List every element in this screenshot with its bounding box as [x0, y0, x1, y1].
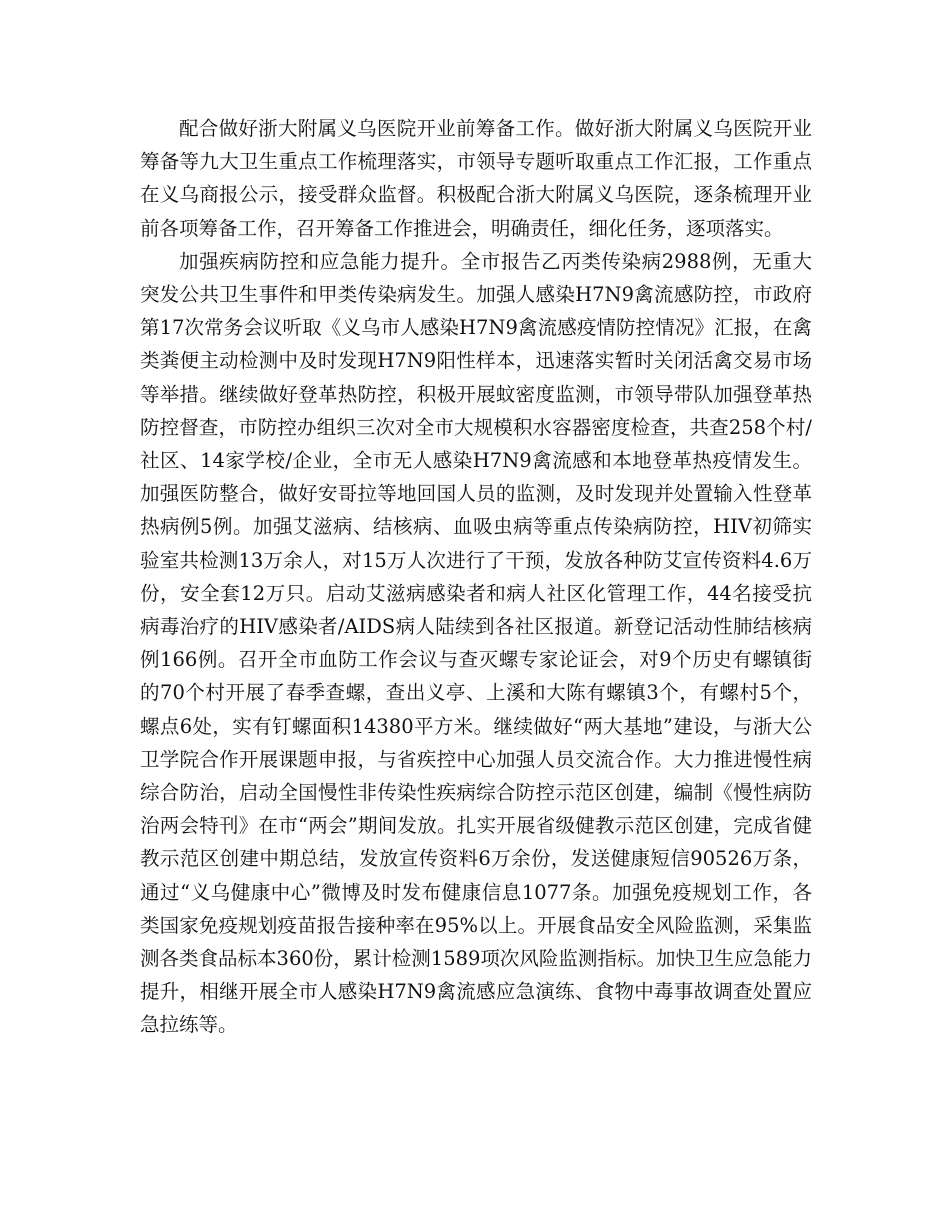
document-body	[140, 112, 812, 1042]
paragraph-hospital-preparation: 配合做好浙大附属义乌医院开业前筹备工作。做好浙大附属义乌医院开业筹备等九大卫生重点工作梳理落实，市领导专题听取重点工作汇报，工作重点在义乌商报公示，接受群众监督。积极配合浙大附属义乌医院，逐条梳理开业前各项筹备工作，召开筹备工作推进会，明确责任，细化任务，逐项落实。	[140, 117, 812, 240]
paragraph-disease-control: 加强疾病防控和应急能力提升。全市报告乙丙类传染病2988例，无重大突发公共卫生事件和甲类传染病发生。加强人感染H7N9禽流感防控，市政府第17次常务会议听取《义乌市人感染H7N9禽流感疫情防控情况》汇报，在禽类粪便主动检测中及时发现H7N9阳性样本，迅速落实暂时关闭活禽交易市场等举措。继续做好登革热防控，积极开展蚊密度监测，市领导带队加强登革热防控督查，市防控办组织三次对全市大规模积水容器密度检查，共查258个村/社区、14家学校/企业，全市无人感染H7N9禽流感和本地登革热疫情发生。加强医防整合，做好安哥拉等地回国人员的监测，及时发现并处置输入性登革热病例5例。加强艾滋病、结核病、血吸虫病等重点传染病防控，HIV初筛实验室共检测13万余人，对15万人次进行了干预，发放各种防艾宣传资料4.6万份，安全套12万只。启动艾滋病感染者和病人社区化管理工作，44名接受抗病毒治疗的HIV感染者/AIDS病人陆续到各社区报道。新登记活动性肺结核病例166例。召开全市血防工作会议与查灭螺专家论证会，对9个历史有螺镇街的70个村开展了春季查螺，查出义亭、上溪和大陈有螺镇3个，有螺村5个，螺点6处，实有钉螺面积14380平方米。继续做好“两大基地”建设，与浙大公卫学院合作开展课题申报，与省疾控中心加强人员交流合作。大力推进慢性病综合防治，启动全国慢性非传染性疾病综合防控示范区创建，编制《慢性病防治两会特刊》在市“两会”期间发放。扎实开展省级健教示范区创建，完成省健教示范区创建中期总结，发放宣传资料6万余份，发送健康短信90526万条，通过“义乌健康中心”微博及时发布健康信息1077条。加强免疫规划工作，各类国家免疫规划疫苗报告接种率在95%以上。开展食品安全风险监测，采集监测各类食品标本360份，累计检测1589项次风险监测指标。加快卫生应急能力提升，相继开展全市人感染H7N9禽流感应急演练、食物中毒事故调查处置应急拉练等。	[140, 249, 812, 1037]
